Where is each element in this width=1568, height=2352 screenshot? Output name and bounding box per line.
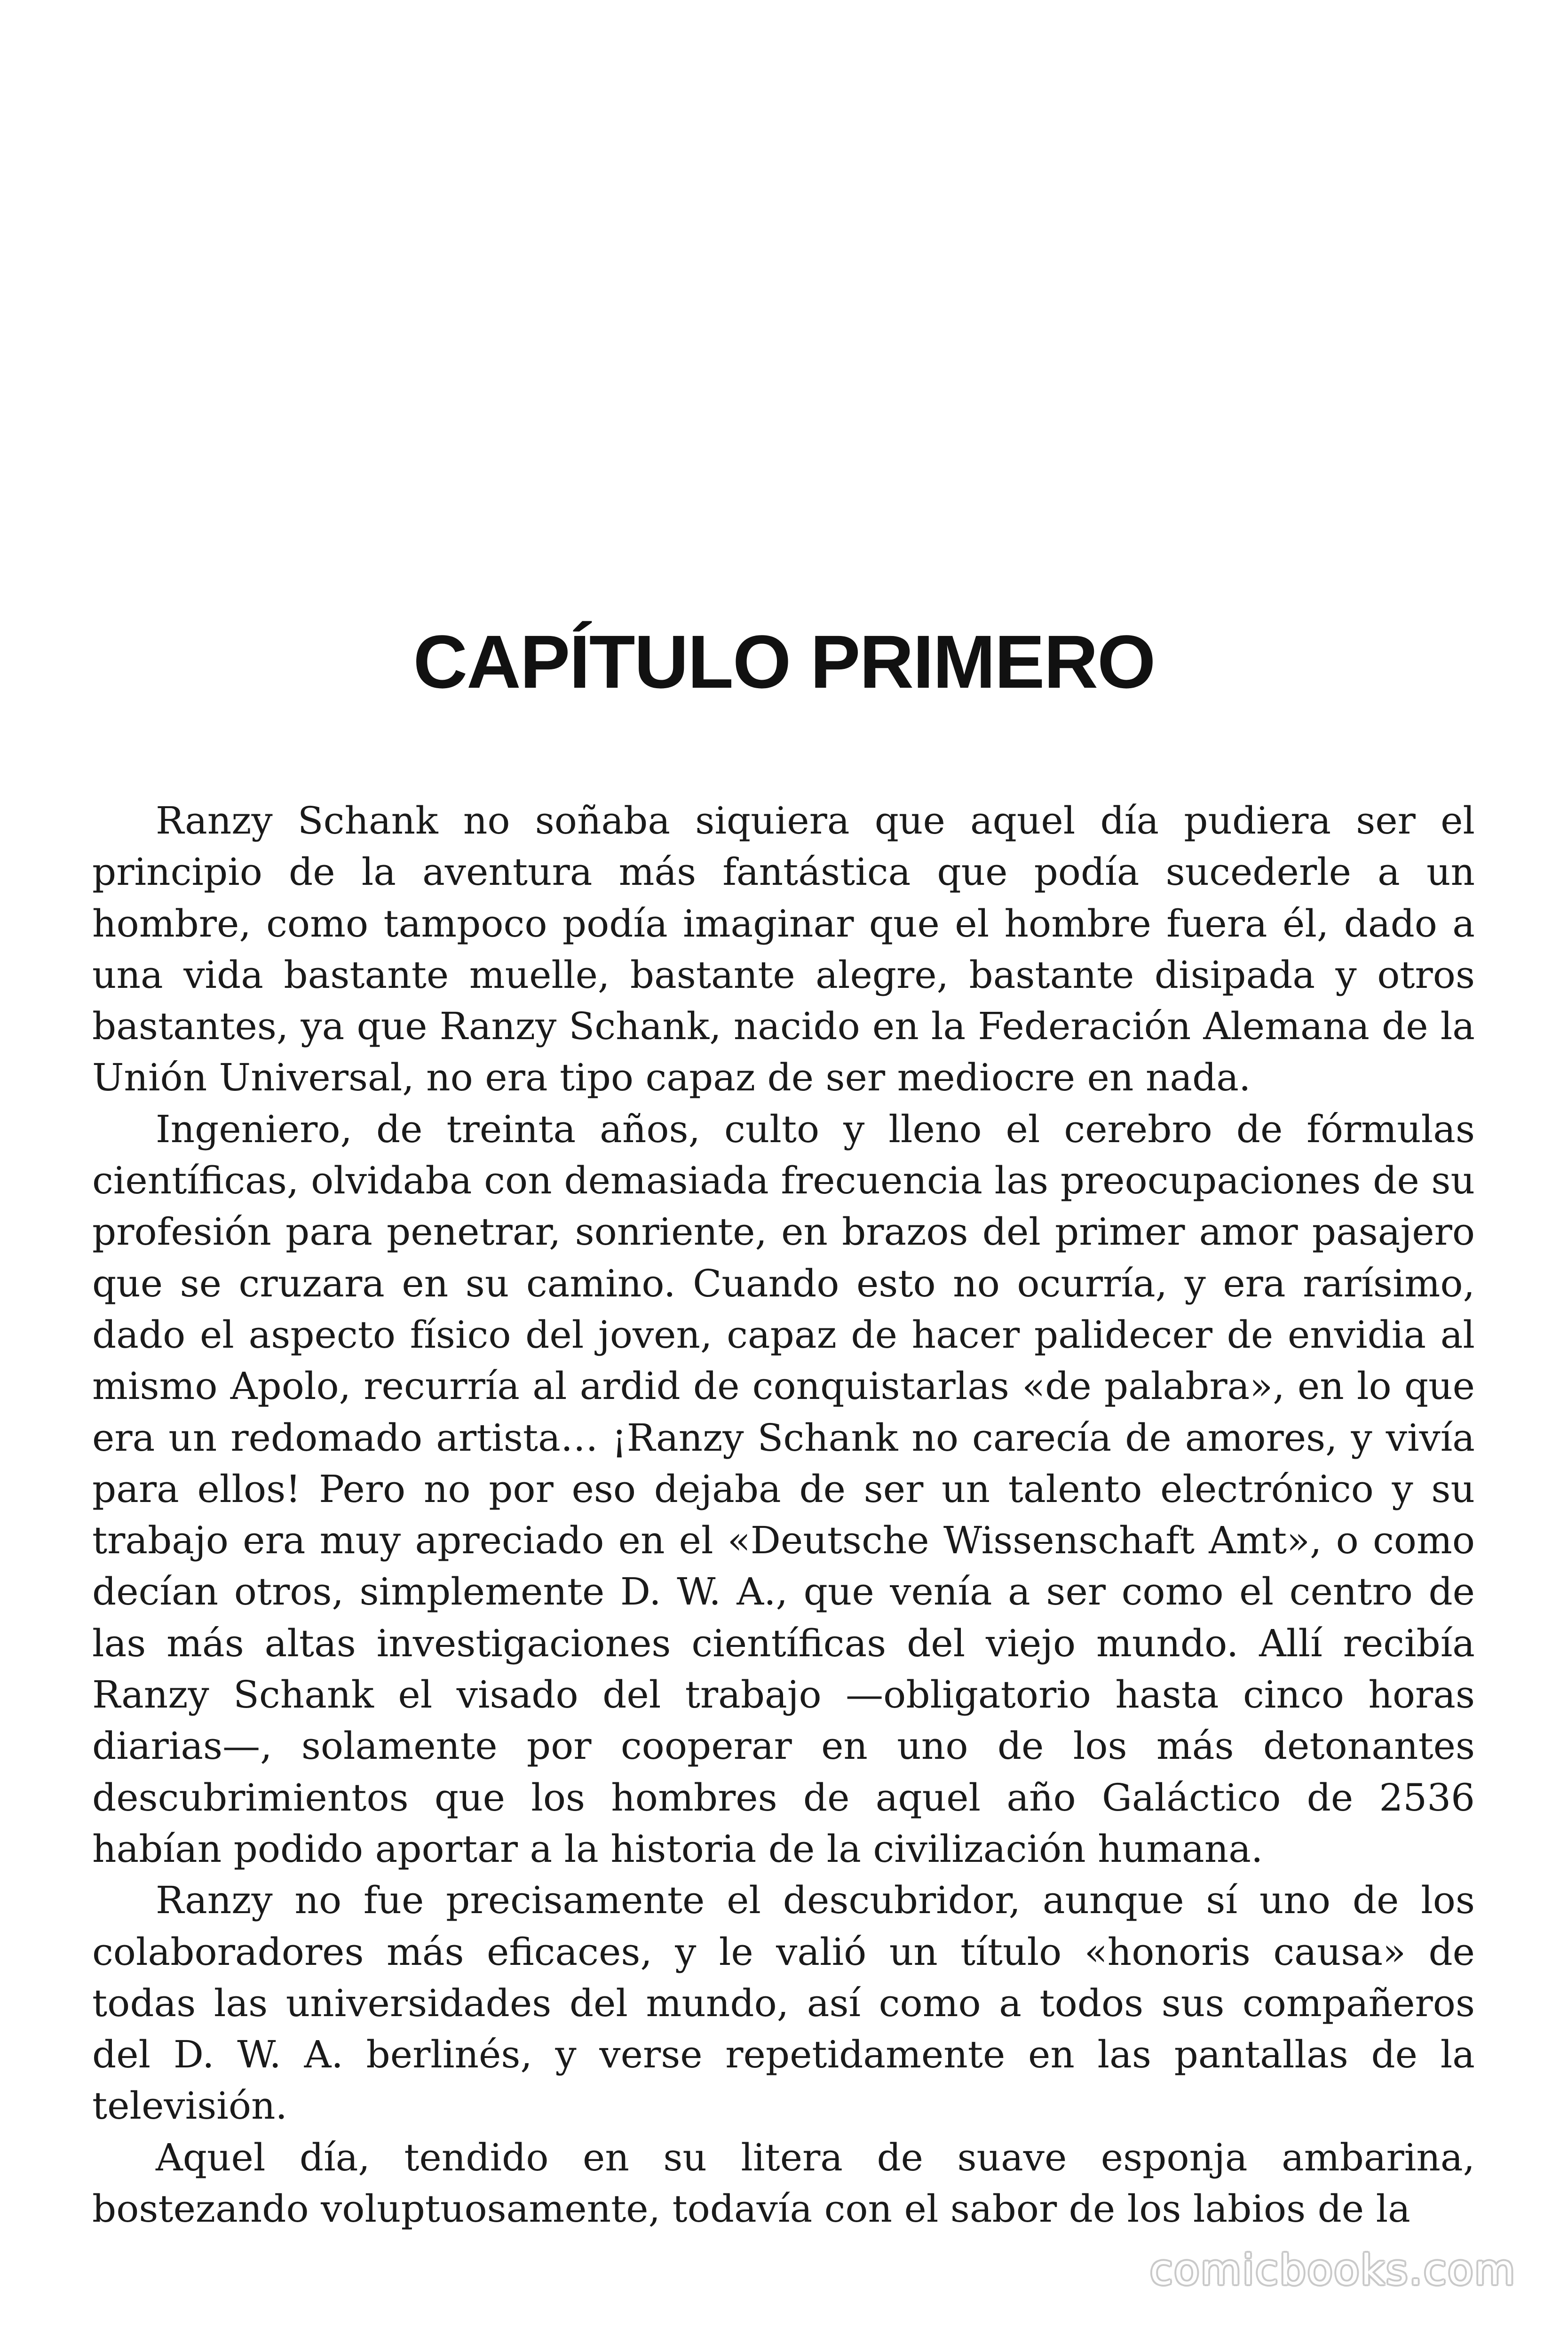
- chapter-body: [92, 795, 1475, 2234]
- paragraph: Ranzy no fue precisamente el descubridor, aunque sí uno de los colaboradores más eficaces, y le valió un título «honoris causa» de todas las universidades del mundo, así como a todos sus compañeros del D. W. A. berlinés, y verse repetidamente en las pantallas de la televisión.: [92, 1878, 1475, 2128]
- paragraph: Aquel día, tendido en su litera de suave esponja ambarina, bostezando voluptuosamente, todavía con el sabor de los labios de la: [92, 2135, 1475, 2231]
- paragraph: Ranzy Schank no soñaba siquiera que aquel día pudiera ser el principio de la aventura más fantástica que podía sucederle a un hombre, como tampoco podía imaginar que el hombre fuera él, dado a una vida bastante muelle, bastante alegre, bastante disipada y otros bastantes, ya que Ranzy Schank, nacido en la Federación Alemana de la Unión Universal, no era tipo capaz de ser mediocre en nada.: [92, 799, 1475, 1100]
- watermark: comicbooks.com: [1149, 2246, 1516, 2294]
- chapter-title: CAPÍTULO PRIMERO: [413, 620, 1155, 704]
- paragraph: Ingeniero, de treinta años, culto y lleno el cerebro de fórmulas científicas, olvidaba con demasiada frecuencia las preocupaciones de su profesión para penetrar, sonriente, en brazos del primer amor pasajero que se cruzara en su camino. Cuando esto no ocurría, y era rarísimo, dado el aspecto físico del joven, capaz de hacer palidecer de envidia al mismo Apolo, recurría al ardid de conquistarlas «de palabra», en lo que era un redomado artista… ¡Ranzy Schank no carecía de amores, y vivía para ellos! Pero no por eso dejaba de ser un talento electrónico y su trabajo era muy apreciado en el «Deutsche Wissenschaft Amt», o como decían otros, simplemente D. W. A., que venía a ser como el centro de las más altas investigaciones científicas del viejo mundo. Allí recibía Ranzy Schank el visado del trabajo —obligatorio hasta cinco horas diarias—, solamente por cooperar en uno de los más detonantes descubrimientos que los hombres de aquel año Galáctico de 2536 habían podido aportar a la historia de la civilización humana.: [92, 1107, 1475, 1871]
